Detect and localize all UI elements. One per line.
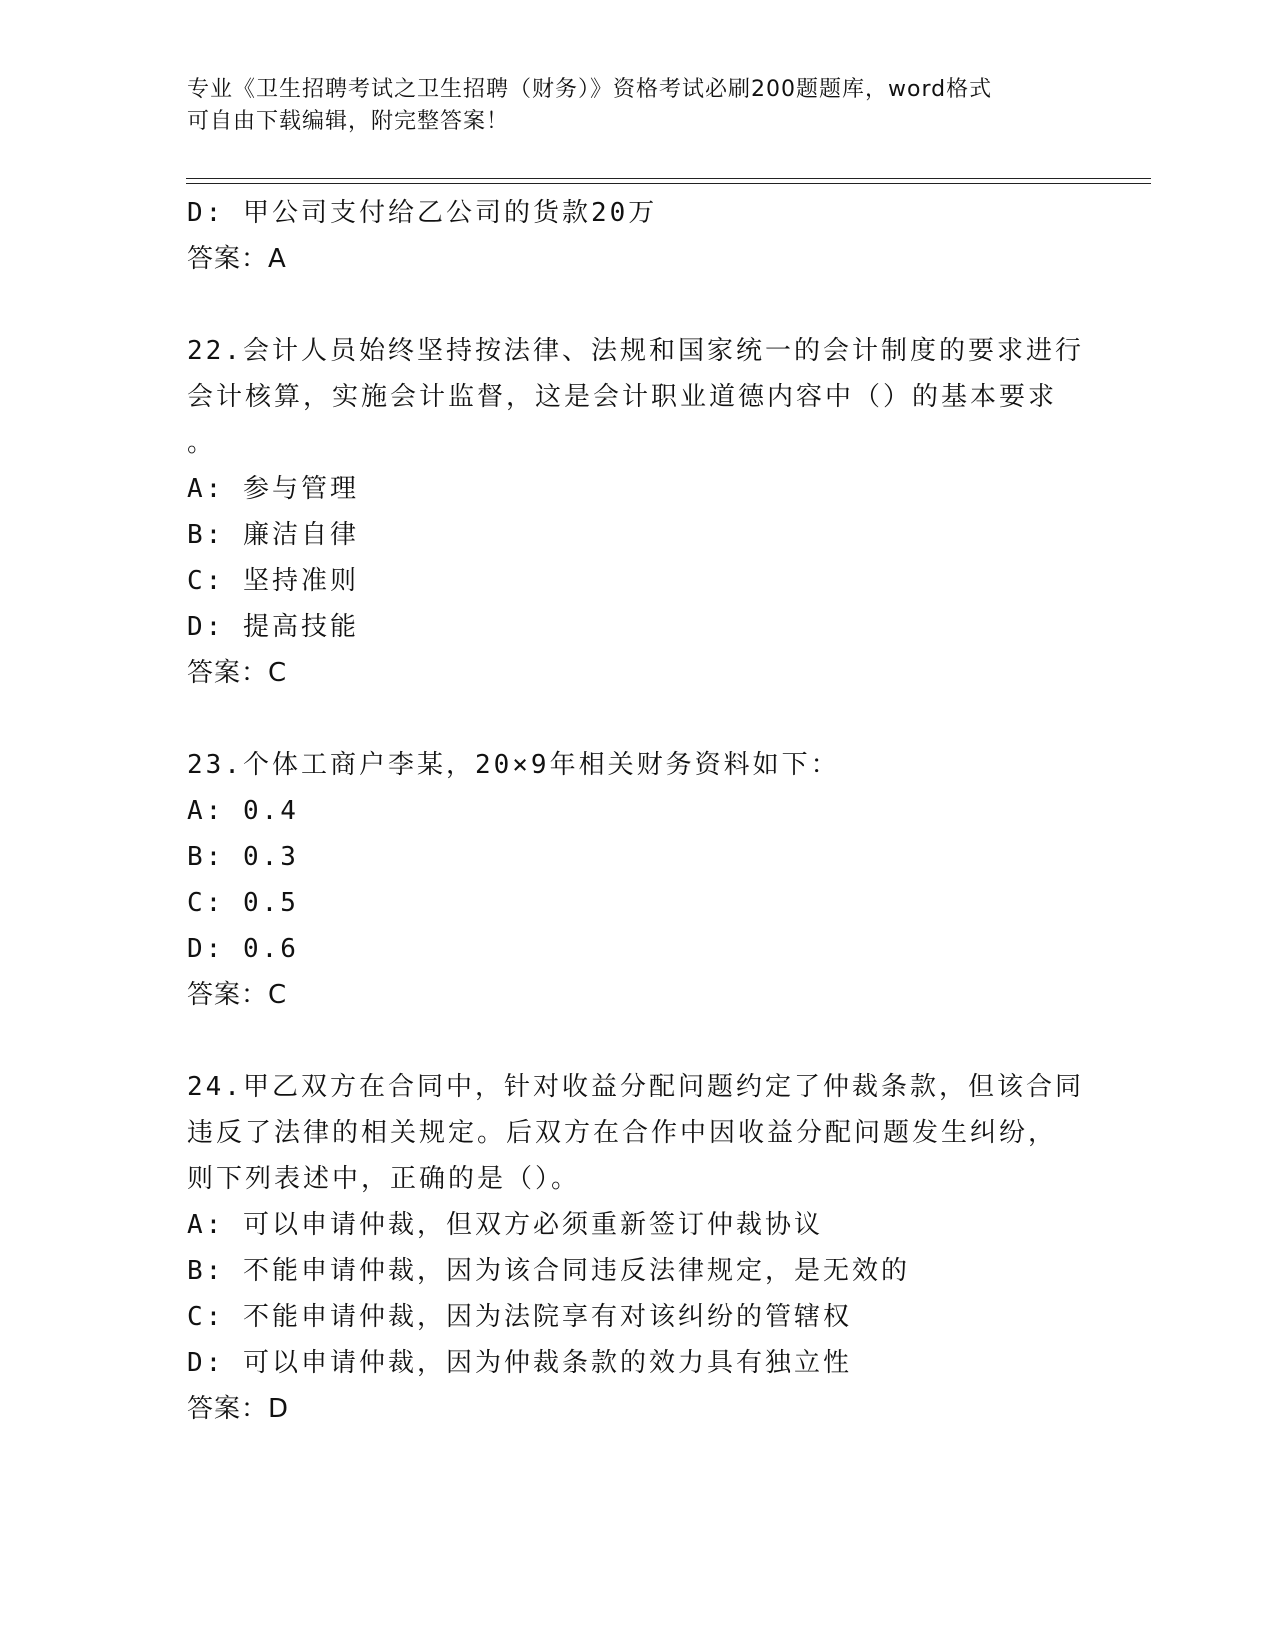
answer-line: 答案：D xyxy=(187,1394,290,1424)
question-text-line: 22.会计人员始终坚持按法律、法规和国家统一的会计制度的要求进行 xyxy=(187,336,1084,366)
option-c: C: 不能申请仲裁，因为法院享有对该纠纷的管辖权 xyxy=(187,1302,852,1332)
header-line-1: 专业《卫生招聘考试之卫生招聘（财务）》资格考试必刷200题题库，word格式 xyxy=(187,77,993,102)
question-text-line: 则下列表述中，正确的是（）。 xyxy=(187,1164,581,1194)
option-b: B: 廉洁自律 xyxy=(187,520,359,550)
option-a: A: 0.4 xyxy=(187,796,299,826)
question-text-line: 23.个体工商户李某，20×9年相关财务资料如下： xyxy=(187,750,840,780)
option-d: D: 0.6 xyxy=(187,934,299,964)
question-24 xyxy=(187,1064,1087,1432)
option-d: D: 可以申请仲裁，因为仲裁条款的效力具有独立性 xyxy=(187,1348,852,1378)
question-23 xyxy=(187,742,1087,1018)
option-b: B: 0.3 xyxy=(187,842,299,872)
question-list xyxy=(187,190,1087,1432)
option-d: D: 甲公司支付给乙公司的货款20万 xyxy=(187,198,658,228)
document-header xyxy=(187,74,1067,138)
answer-line: 答案：C xyxy=(187,980,288,1010)
answer-line: 答案：A xyxy=(187,244,287,274)
question-text-line: 。 xyxy=(187,428,217,458)
answer-line: 答案：C xyxy=(187,658,288,688)
question-22 xyxy=(187,328,1087,696)
previous-question-tail xyxy=(187,190,1087,282)
option-a: A: 可以申请仲裁，但双方必须重新签订仲裁协议 xyxy=(187,1210,823,1240)
option-d: D: 提高技能 xyxy=(187,612,359,642)
header-line-2: 可自由下载编辑，附完整答案！ xyxy=(187,109,510,134)
question-text-line: 会计核算，实施会计监督，这是会计职业道德内容中（）的基本要求 xyxy=(187,382,1058,412)
question-text-line: 24.甲乙双方在合同中，针对收益分配问题约定了仲裁条款，但该合同 xyxy=(187,1072,1084,1102)
header-rule-bottom xyxy=(186,183,1151,184)
header-rule-top xyxy=(186,178,1151,179)
option-c: C: 0.5 xyxy=(187,888,299,918)
option-b: B: 不能申请仲裁，因为该合同违反法律规定，是无效的 xyxy=(187,1256,910,1286)
option-a: A: 参与管理 xyxy=(187,474,359,504)
question-text-line: 违反了法律的相关规定。后双方在合作中因收益分配问题发生纠纷， xyxy=(187,1118,1058,1148)
option-c: C: 坚持准则 xyxy=(187,566,359,596)
